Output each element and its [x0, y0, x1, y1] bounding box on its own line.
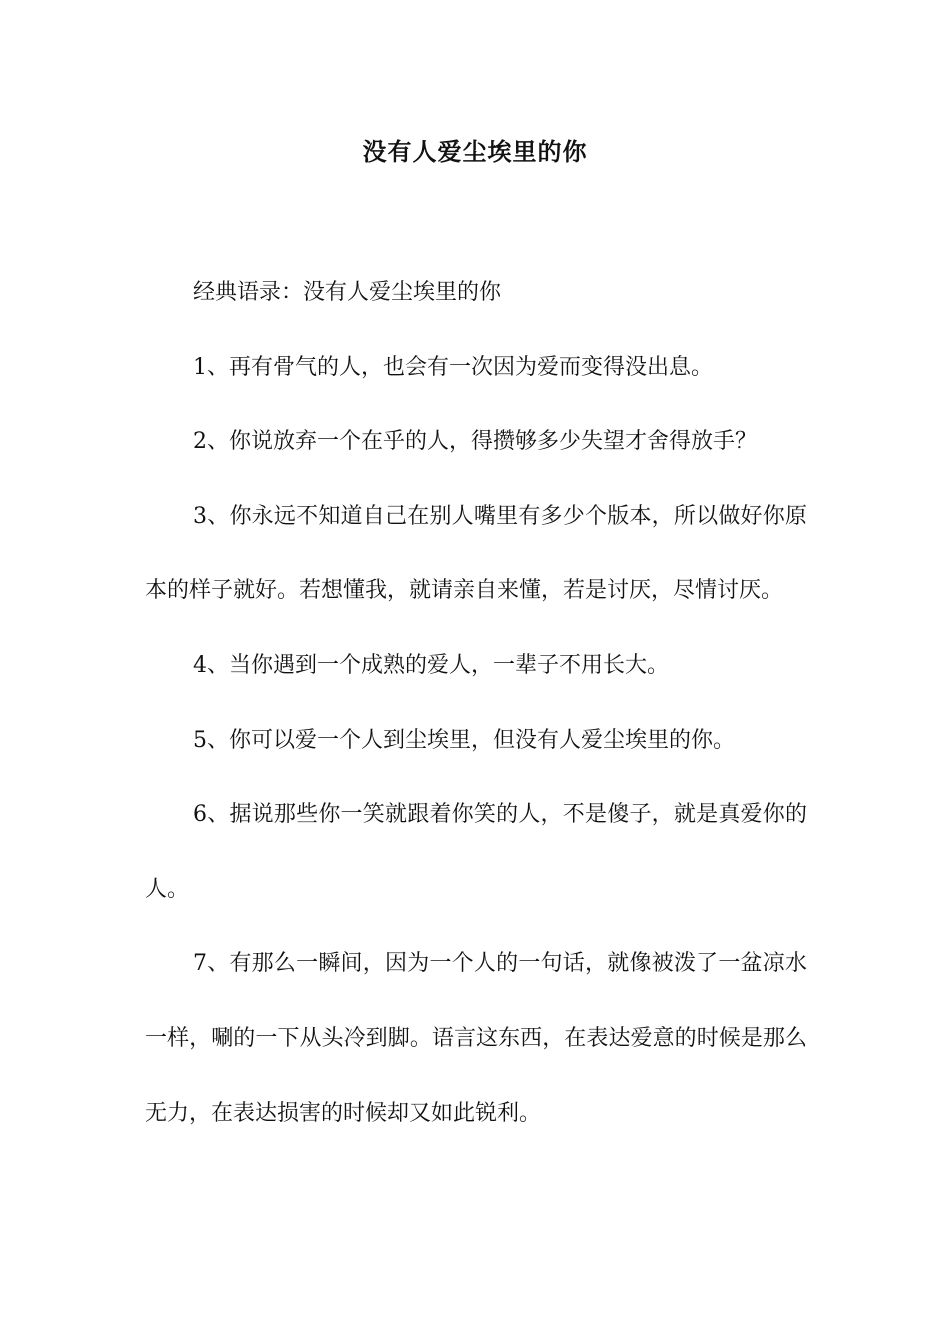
- quote-1: 1、再有骨气的人，也会有一次因为爱而变得没出息。: [193, 354, 713, 380]
- quote-2: 2、你说放弃一个在乎的人，得攒够多少失望才舍得放手？: [193, 429, 757, 455]
- quote-3: 3、你永远不知道自己在别人嘴里有多少个版本，所以做好你原本的样子就好。若想懂我，就请亲自来懂，若是讨厌，尽情讨厌。: [145, 503, 807, 604]
- document-body: [145, 256, 807, 1151]
- intro-paragraph: 经典语录：没有人爱尘埃里的你: [193, 280, 502, 305]
- quote-5: 5、你可以爱一个人到尘埃里，但没有人爱尘埃里的你。: [193, 727, 735, 753]
- quote-4: 4、当你遇到一个成熟的爱人，一辈子不用长大。: [193, 652, 669, 678]
- quote-6: 6、据说那些你一笑就跟着你笑的人，不是傻子，就是真爱你的人。: [145, 802, 807, 902]
- page-title: 没有人爱尘埃里的你: [362, 137, 588, 166]
- quote-7: 7、有那么一瞬间，因为一个人的一句话，就像被泼了一盆凉水一样，唰的一下从头冷到脚。语言这东西，在表达爱意的时候是那么无力，在表达损害的时候却又如此锐利。: [145, 951, 807, 1126]
